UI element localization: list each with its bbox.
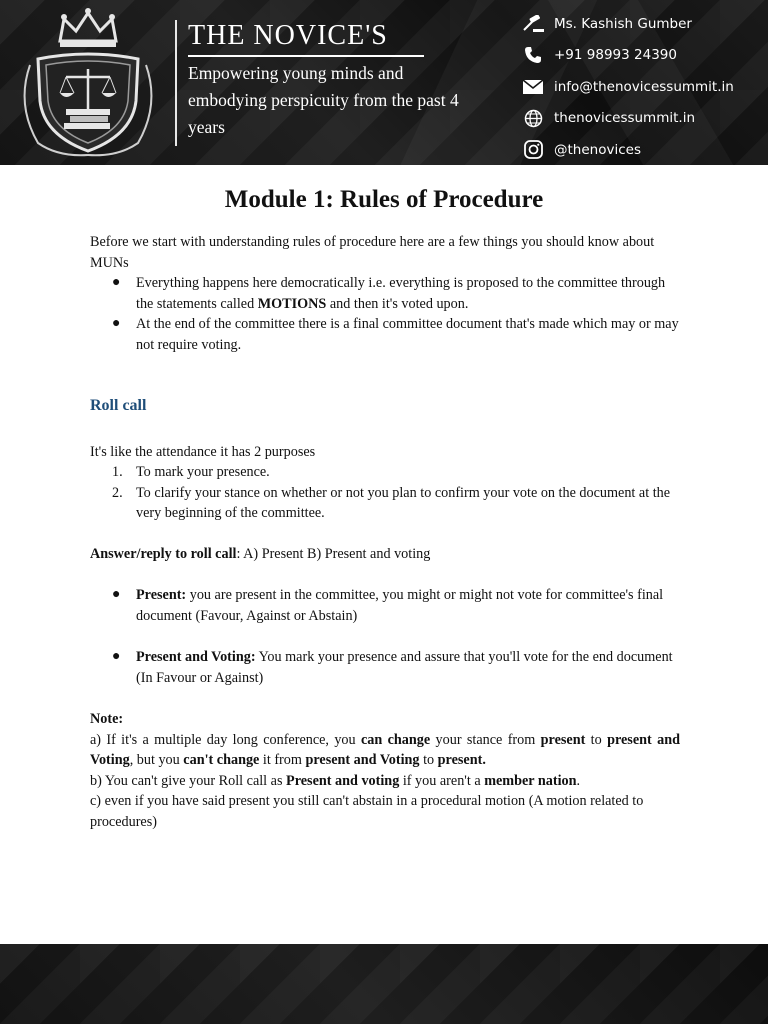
note-text: your stance from xyxy=(430,731,541,748)
note-text: to xyxy=(419,752,438,768)
footer-banner xyxy=(0,944,768,1024)
note-bold: present and Voting xyxy=(90,731,680,768)
note-bold: can change xyxy=(360,731,431,748)
header-banner xyxy=(0,0,768,165)
bullet-icon: ● xyxy=(112,275,121,290)
bullet-text: At the end of the committee there is a final committee document that's made which may or may not require voting. xyxy=(136,316,679,353)
list-item xyxy=(90,314,680,355)
note-bold: Present and voting xyxy=(286,772,400,789)
contact-website[interactable] xyxy=(520,103,768,135)
answer-text: : A) Present B) Present and voting xyxy=(236,545,431,562)
logo-emblem xyxy=(8,5,168,161)
globe-icon xyxy=(520,108,546,128)
note-text: a) If it's a multiple day long conference, you xyxy=(90,731,361,748)
note-text: . xyxy=(576,772,581,789)
bullet-text: and then it's voted upon. xyxy=(326,295,469,312)
section-heading-roll-call: Roll call xyxy=(90,397,147,414)
contact-email-text: info@thenovicessummit.in xyxy=(554,78,734,95)
list-number: 1. xyxy=(112,464,123,480)
mail-icon xyxy=(520,77,546,97)
brand-tagline: Empowering young minds and embodying perspicuity from the past 4 years xyxy=(188,63,459,137)
note-bold: member nation xyxy=(484,772,577,789)
contact-phone-text: +91 98993 24390 xyxy=(554,47,677,64)
note-bold: present. xyxy=(437,752,486,768)
document-body xyxy=(90,232,680,832)
option-term: Present and Voting: xyxy=(136,649,256,665)
note-text: it from xyxy=(259,752,306,768)
contact-website-text: thenovicessummit.in xyxy=(554,110,696,127)
note-b xyxy=(90,771,680,792)
option-text: you are present in the committee, you might or might not vote for committee's final document (Favour, Against or Abstain) xyxy=(136,587,664,624)
rollcall-intro: It's like the attendance it has 2 purposes xyxy=(90,443,316,460)
option-term: Present: xyxy=(136,587,187,603)
contact-instagram[interactable] xyxy=(520,134,768,165)
list-item xyxy=(90,462,680,483)
contact-instagram-text: @thenovices xyxy=(554,141,641,158)
option-text: You mark your presence and assure that you'll vote for the end document (In Favour or Against) xyxy=(136,649,673,686)
list-item xyxy=(90,483,680,524)
page-title: Module 1: Rules of Procedure xyxy=(224,186,544,213)
answer-line xyxy=(90,544,680,565)
list-number: 2. xyxy=(112,484,123,501)
note-bold: can't change xyxy=(183,752,260,768)
note-bold: present xyxy=(540,731,586,748)
note-text: if you aren't a xyxy=(399,772,485,789)
contact-name xyxy=(520,8,768,40)
intro-paragraph: Before we start with understanding rules of procedure here are a few things you should know about MUNs xyxy=(90,234,655,271)
note-text: , but you xyxy=(129,752,184,768)
list-text: To mark your presence. xyxy=(136,464,270,480)
note-text: b) You can't give your Roll call as xyxy=(90,772,287,789)
list-item xyxy=(90,585,680,626)
note-label xyxy=(90,709,680,730)
contact-list xyxy=(520,8,768,165)
bullet-bold: MOTIONS xyxy=(257,295,327,312)
list-item xyxy=(90,647,680,688)
phone-icon xyxy=(520,45,546,65)
note-bold: present and Voting xyxy=(305,752,420,768)
note-text: to xyxy=(585,731,608,748)
answer-label: Answer/reply to roll call xyxy=(90,545,237,562)
header-divider xyxy=(175,20,177,146)
bullet-text: Everything happens here democratically i.e. everything is proposed to the committee through the statements called xyxy=(136,275,666,312)
note-label-text: Note: xyxy=(90,711,124,727)
gavel-icon xyxy=(520,14,546,34)
bullet-icon: ● xyxy=(112,649,121,664)
contact-email[interactable] xyxy=(520,71,768,103)
instagram-icon xyxy=(520,140,546,160)
note-c: c) even if you have said present you still can't abstain in a procedural motion (A motion related to procedures) xyxy=(90,793,644,830)
bullet-icon: ● xyxy=(112,587,121,602)
list-text: To clarify your stance on whether or not you plan to confirm your vote on the document at the very beginning of the committee. xyxy=(136,484,671,521)
contact-phone[interactable] xyxy=(520,40,768,72)
brand-title: THE NOVICE'S xyxy=(188,20,388,51)
brand-underline xyxy=(188,55,424,57)
contact-name-text: Ms. Kashish Gumber xyxy=(554,15,692,32)
list-item xyxy=(90,273,680,314)
note-a xyxy=(90,730,680,771)
bullet-icon: ● xyxy=(112,316,121,331)
